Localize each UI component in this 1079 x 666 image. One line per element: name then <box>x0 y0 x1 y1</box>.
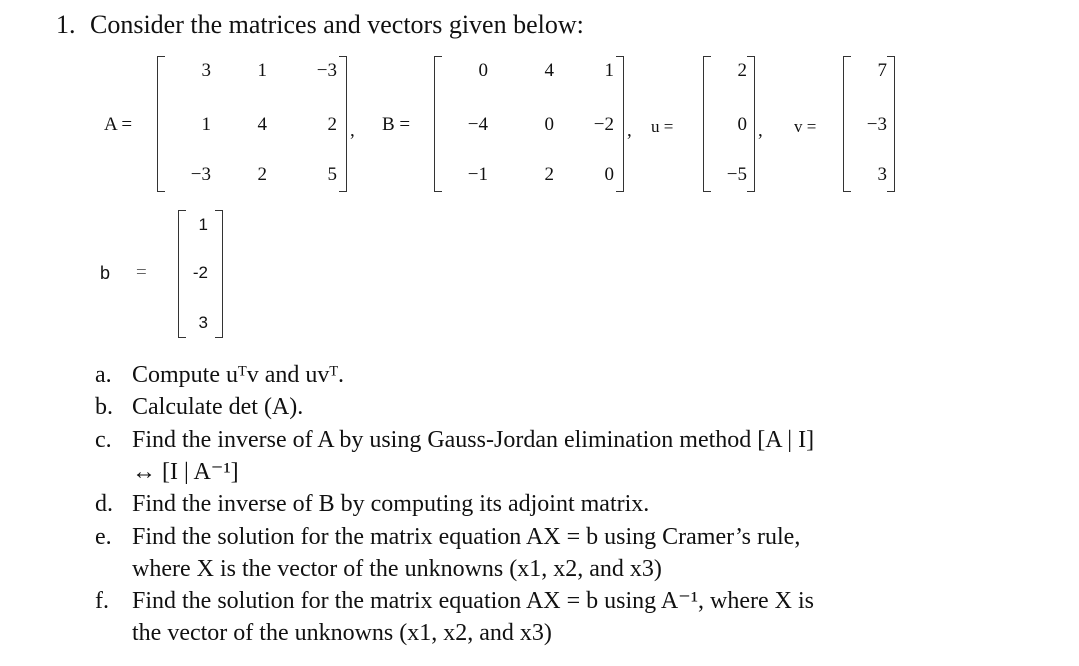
matrix-b-cell: −4 <box>467 114 488 135</box>
question-text: Calculate det (A). <box>132 394 304 421</box>
matrix-a-cell: 1 <box>257 60 267 81</box>
question-letter: b. <box>95 394 113 421</box>
separator: , <box>350 120 355 141</box>
matrix-b-label: B = <box>382 114 411 135</box>
vector-b <box>178 210 223 338</box>
matrix-a-cell: −3 <box>190 164 211 185</box>
vector-v-label: v = <box>794 117 817 136</box>
vector-u-label: u = <box>651 117 674 136</box>
matrix-b-cell: -2 <box>192 263 208 282</box>
vector-v <box>843 56 895 192</box>
matrix-a-cell: 4 <box>257 114 267 135</box>
matrix-u-cell: −5 <box>726 164 747 185</box>
matrix-b-cell: −1 <box>467 164 488 185</box>
matrix-b-cell: 0 <box>544 114 554 135</box>
matrix-a-cell: 2 <box>257 164 267 185</box>
question-letter: a. <box>95 362 112 388</box>
question-text: ↔ [I | A⁻¹] <box>132 458 239 485</box>
matrix-b <box>434 56 624 192</box>
matrix-v-cell: −3 <box>866 114 887 135</box>
right-bracket <box>339 56 347 192</box>
separator: , <box>627 120 632 141</box>
matrix-b-cell: 1 <box>604 60 614 81</box>
left-bracket <box>157 56 165 192</box>
matrix-v-cell: 3 <box>877 164 887 185</box>
question-text: Find the inverse of A by using Gauss-Jordan elimination method [A | I] <box>132 426 815 453</box>
question-text: Compute uᵀv and uvᵀ. <box>132 362 345 388</box>
matrix-b-cell: 0 <box>478 60 488 81</box>
question-letter: e. <box>95 523 112 550</box>
question-text: Find the solution for the matrix equation AX = b using A⁻¹, where X is <box>132 588 814 615</box>
matrix-a-cell: 3 <box>201 60 211 81</box>
matrix-b-cell: −2 <box>593 114 614 135</box>
right-bracket <box>616 56 624 192</box>
matrix-u-cell: 2 <box>737 60 747 81</box>
matrix-b-cell: 3 <box>198 313 208 332</box>
vector-u <box>703 56 755 192</box>
problem-intro: Consider the matrices and vectors given below: <box>90 10 584 39</box>
matrix-b-cell: 2 <box>544 164 554 185</box>
vector-b-equals: = <box>136 262 147 283</box>
vector-b-label: b <box>100 263 111 283</box>
right-bracket <box>747 56 755 192</box>
matrix-a-cell: 5 <box>327 164 337 185</box>
right-bracket <box>887 56 895 192</box>
matrix-b-cell: 1 <box>198 215 208 234</box>
matrix-b-cell: 0 <box>604 164 614 185</box>
matrix-a-cell: 1 <box>201 114 211 135</box>
left-bracket <box>434 56 442 192</box>
matrix-v-cell: 7 <box>877 60 887 81</box>
matrix-u-cell: 0 <box>737 114 747 135</box>
question-text: where X is the vector of the unknowns (x1, x2, and x3) <box>132 555 662 582</box>
matrix-a-label: A = <box>104 114 133 135</box>
problem-number: 1. <box>56 10 76 39</box>
question-letter: d. <box>95 491 113 518</box>
matrix-b-cell: 4 <box>544 60 554 81</box>
question-letter: f. <box>95 588 109 615</box>
problem-heading <box>56 10 584 40</box>
question-letter: c. <box>95 426 112 453</box>
question-text: the vector of the unknowns (x1, x2, and x3) <box>132 620 552 647</box>
matrix-a <box>157 56 347 192</box>
matrix-a-cell: −3 <box>316 60 337 81</box>
matrix-a-cell: 2 <box>327 114 337 135</box>
right-bracket <box>215 210 223 338</box>
question-text: Find the inverse of B by computing its adjoint matrix. <box>132 491 650 518</box>
question-text: Find the solution for the matrix equation AX = b using Cramer’s rule, <box>132 523 801 550</box>
separator: , <box>758 120 763 141</box>
